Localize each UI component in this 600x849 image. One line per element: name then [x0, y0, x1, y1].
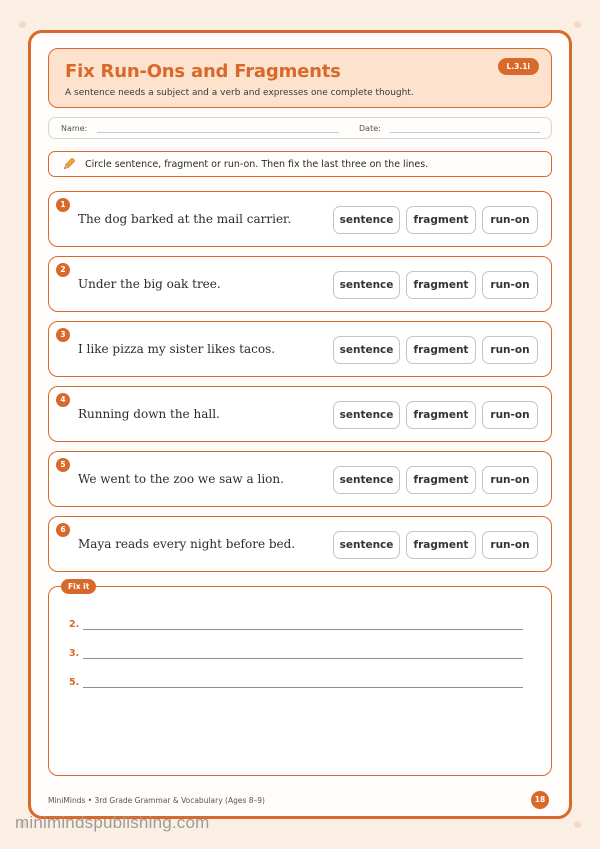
name-label: Name:	[61, 124, 88, 133]
pencil-icon	[62, 157, 76, 171]
choice-fragment-button[interactable]: fragment	[406, 401, 476, 429]
footer-text: MiniMinds • 3rd Grade Grammar & Vocabulary (Ages 8–9)	[48, 796, 265, 805]
question-sentence: Maya reads every night before bed.	[78, 537, 296, 551]
page-subtitle: A sentence needs a subject and a verb and expresses one complete thought.	[65, 88, 414, 98]
choice-run-on-button[interactable]: run-on	[482, 206, 538, 234]
standard-code-badge: L.3.1i	[498, 58, 540, 75]
choice-sentence-button[interactable]: sentence	[333, 531, 400, 559]
fix-answer-line[interactable]	[83, 658, 523, 659]
choice-fragment-button[interactable]: fragment	[406, 466, 476, 494]
choice-sentence-button[interactable]: sentence	[333, 336, 400, 364]
fix-it-section	[48, 582, 552, 776]
fix-line-number: 5.	[69, 677, 80, 688]
worksheet-header	[48, 48, 552, 108]
instructions-box	[48, 151, 552, 177]
question-sentence: Running down the hall.	[78, 407, 220, 421]
corner-dot	[19, 21, 26, 28]
question-number-badge: 3	[56, 328, 70, 342]
question-item	[48, 256, 552, 312]
instructions-text: Circle sentence, fragment or run-on. Then fix the last three on the lines.	[85, 159, 429, 170]
choice-run-on-button[interactable]: run-on	[482, 466, 538, 494]
choice-run-on-button[interactable]: run-on	[482, 271, 538, 299]
choice-sentence-button[interactable]: sentence	[333, 401, 400, 429]
question-number-badge: 4	[56, 393, 70, 407]
question-item	[48, 321, 552, 377]
choice-fragment-button[interactable]: fragment	[406, 336, 476, 364]
corner-dot	[574, 821, 581, 828]
choice-fragment-button[interactable]: fragment	[406, 206, 476, 234]
choice-run-on-button[interactable]: run-on	[482, 531, 538, 559]
choice-sentence-button[interactable]: sentence	[333, 271, 400, 299]
choice-fragment-button[interactable]: fragment	[406, 271, 476, 299]
fix-answer-line[interactable]	[83, 687, 523, 688]
question-item	[48, 451, 552, 507]
question-item	[48, 516, 552, 572]
question-sentence: The dog barked at the mail carrier.	[78, 212, 292, 226]
fix-line-number: 3.	[69, 648, 80, 659]
date-field[interactable]	[390, 132, 540, 133]
fix-answer-line[interactable]	[83, 629, 523, 630]
question-sentence: We went to the zoo we saw a lion.	[78, 472, 284, 486]
choice-run-on-button[interactable]: run-on	[482, 336, 538, 364]
page-number: 18	[531, 791, 549, 809]
question-number-badge: 5	[56, 458, 70, 472]
choice-sentence-button[interactable]: sentence	[333, 206, 400, 234]
name-date-row	[48, 117, 552, 139]
choice-run-on-button[interactable]: run-on	[482, 401, 538, 429]
question-number-badge: 1	[56, 198, 70, 212]
choice-fragment-button[interactable]: fragment	[406, 531, 476, 559]
date-label: Date:	[359, 124, 381, 133]
watermark: minimindspublishing.com	[15, 813, 210, 832]
question-item	[48, 191, 552, 247]
question-item	[48, 386, 552, 442]
question-sentence: I like pizza my sister likes tacos.	[78, 342, 276, 356]
corner-dot	[574, 21, 581, 28]
choice-sentence-button[interactable]: sentence	[333, 466, 400, 494]
fix-line-number: 2.	[69, 619, 80, 630]
question-number-badge: 2	[56, 263, 70, 277]
name-field[interactable]	[97, 132, 339, 133]
question-sentence: Under the big oak tree.	[78, 277, 221, 291]
page-title: Fix Run-Ons and Fragments	[65, 61, 341, 82]
question-number-badge: 6	[56, 523, 70, 537]
fix-it-label: Fix it	[61, 579, 96, 594]
